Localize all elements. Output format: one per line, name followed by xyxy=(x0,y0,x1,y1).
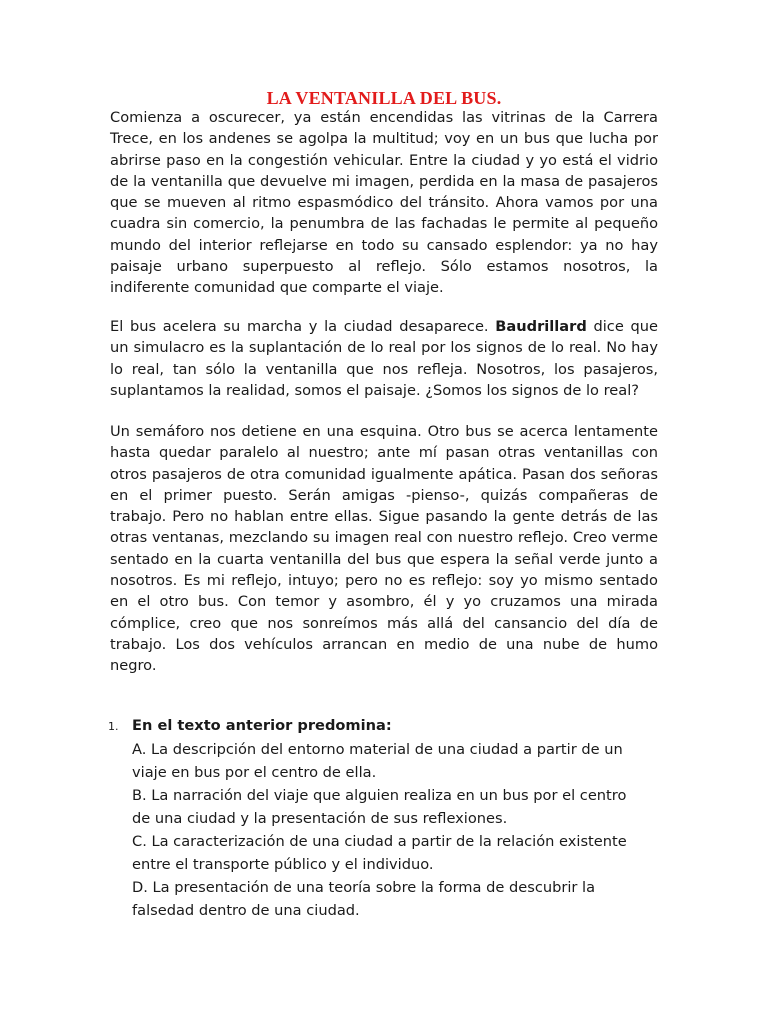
question-prompt: En el texto anterior predomina: xyxy=(132,717,392,734)
author-name-bold: Baudrillard xyxy=(495,318,587,335)
question-number: 1. xyxy=(108,720,119,733)
paragraph-2-text-end: dice que un simulacro es la suplantación de lo real por los signos de lo real. No hay lo real, tan sólo la ventanilla que nos refleja. Nosotros, los pasajeros, suplantamos la realidad, somos el paisaje. ¿Somos los signos de lo real? xyxy=(110,318,658,399)
option-c: C. La caracterización de una ciudad a partir de la relación existente entre el transporte público y el individuo. xyxy=(132,833,627,873)
document-title: LA VENTANILLA DEL BUS. xyxy=(266,88,502,108)
paragraph-1: Comienza a oscurecer, ya están encendidas las vitrinas de la Carrera Trece, en los andenes se agolpa la multitud; voy en un bus que lucha por abrirse paso en la congestión vehicular. Entre la ciudad y yo está el vidrio de la ventanilla que devuelve mi imagen, perdida en la masa de pasajeros que se mueven al ritmo espasmódico del tránsito. Ahora vamos por una cuadra sin comercio, la penumbra de las fachadas le permite al pequeño mundo del interior reflejarse en todo su cansado esplendor: ya no hay paisaje urbano superpuesto al reflejo. Sólo estamos nosotros, la indiferente comunidad que comparte el viaje. xyxy=(110,109,658,297)
option-d: D. La presentación de una teoría sobre la forma de descubrir la falsedad dentro de una ciudad. xyxy=(132,879,596,919)
option-b: B. La narración del viaje que alguien realiza en un bus por el centro de una ciudad y la presentación de sus reflexiones. xyxy=(132,787,627,827)
paragraph-2 xyxy=(110,316,658,401)
question-1 xyxy=(108,714,668,922)
option-a: A. La descripción del entorno material de una ciudad a partir de un viaje en bus por el centro de ella. xyxy=(132,741,623,781)
paragraph-3: Un semáforo nos detiene en una esquina. Otro bus se acerca lentamente hasta quedar paralelo al nuestro; ante mí pasan otras ventanillas con otros pasajeros de otra comunidad igualmente apática. Pasan dos señoras en el primer puesto. Serán amigas -pienso-, quizás compañeras de trabajo. Pero no hablan entre ellas. Sigue pasando la gente detrás de las otras ventanas, mezclando su imagen real con nuestro reflejo. Creo verme sentado en la cuarta ventanilla del bus que espera la señal verde junto a nosotros. Es mi reflejo, intuyo; pero no es reflejo: soy yo mismo sentado en el otro bus. Con temor y asombro, él y yo cruzamos una mirada cómplice, creo que nos sonreímos más allá del cansancio del día de trabajo. Los dos vehículos arrancan en medio de una nube de humo negro. xyxy=(110,423,658,675)
question-header xyxy=(108,714,668,738)
paragraph-2-text-start: El bus acelera su marcha y la ciudad desaparece. xyxy=(110,318,496,335)
